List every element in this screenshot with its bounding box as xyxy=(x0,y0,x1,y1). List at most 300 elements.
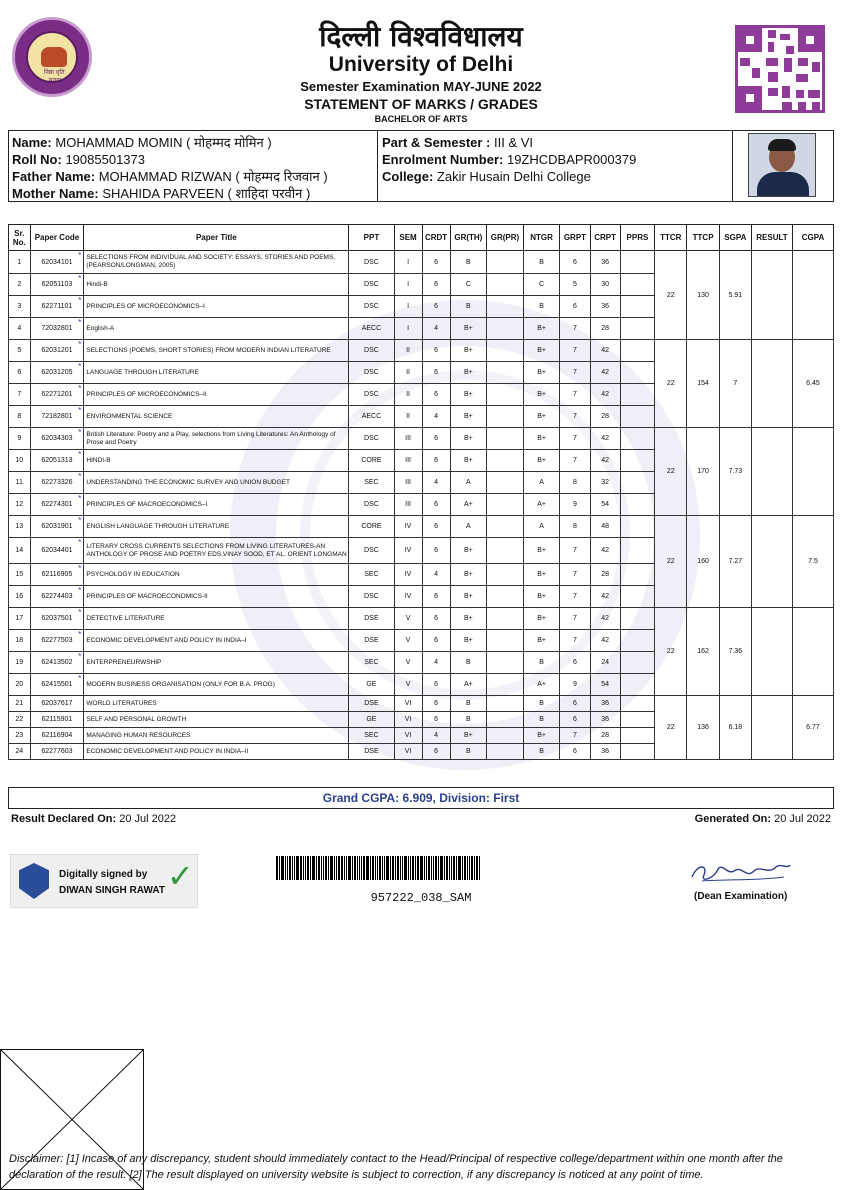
dean-label: (Dean Examination) xyxy=(694,891,788,902)
cell-pprs xyxy=(620,516,654,538)
cell-pprs xyxy=(620,340,654,362)
cell-sem: I xyxy=(394,318,422,340)
cell-grpr xyxy=(487,494,524,516)
cell-sem: III xyxy=(394,428,422,450)
cell-pprs xyxy=(620,428,654,450)
cell-ntgr: B+ xyxy=(523,564,560,586)
cell-sr: 20 xyxy=(9,674,31,696)
cell-crpt: 54 xyxy=(590,674,620,696)
cell-sem: IV xyxy=(394,538,422,564)
mother-name: SHAHIDA PARVEEN ( शाहिदा परवीन ) xyxy=(102,186,311,201)
cell-ntgr: B+ xyxy=(523,538,560,564)
cell-pprs xyxy=(620,728,654,744)
cell-grpt: 6 xyxy=(560,712,590,728)
cell-grpt: 7 xyxy=(560,564,590,586)
signed-by-label: Digitally signed by xyxy=(59,869,148,880)
cell-grpt: 7 xyxy=(560,406,590,428)
star-icon: * xyxy=(78,586,82,595)
star-icon: * xyxy=(78,652,82,661)
cell-ppt: SEC xyxy=(349,564,394,586)
cell-grpt: 5 xyxy=(560,274,590,296)
cell-sem: II xyxy=(394,340,422,362)
cell-title: LANGUAGE THROUGH LITERATURE xyxy=(84,362,349,384)
cell-result xyxy=(752,251,793,340)
cell-pprs xyxy=(620,318,654,340)
cell-grpt: 7 xyxy=(560,450,590,472)
cell-title: HINDI-B xyxy=(84,450,349,472)
university-logo: निष्ठा धृति: सत्यम् xyxy=(12,17,92,97)
cell-ttcr: 22 xyxy=(655,428,687,516)
cell-crdt: 6 xyxy=(422,538,450,564)
cell-title: ENGLISH LANGUAGE THROUGH LITERATURE xyxy=(84,516,349,538)
cell-crpt: 54 xyxy=(590,494,620,516)
cell-code: 62034101 * xyxy=(30,251,84,274)
cell-grth: C xyxy=(450,274,487,296)
cell-ppt: DSC xyxy=(349,274,394,296)
cell-cgpa: 7.5 xyxy=(792,516,833,608)
cell-title: ECONOMIC DEVELOPMENT AND POLICY IN INDIA–I xyxy=(84,630,349,652)
table-row xyxy=(9,340,834,362)
cell-sr: 1 xyxy=(9,251,31,274)
roll-line: Roll No: 19085501373 xyxy=(12,152,145,167)
cell-code: 62413502 * xyxy=(30,652,84,674)
cell-ppt: DSC xyxy=(349,296,394,318)
cell-crpt: 36 xyxy=(590,251,620,274)
cell-crpt: 30 xyxy=(590,274,620,296)
cell-grpr xyxy=(487,472,524,494)
star-icon: * xyxy=(78,538,82,547)
cell-title: DETECTIVE LITERATURE xyxy=(84,608,349,630)
cell-grth: B+ xyxy=(450,586,487,608)
cell-crdt: 6 xyxy=(422,744,450,760)
cell-title: PRINCIPLES OF MACROECONOMICS–I xyxy=(84,494,349,516)
cell-title: SELECTIONS FROM INDIVIDUAL AND SOCIETY: ESSAYS, STORIES AND POEMS, (PEARSON/LONGMAN, 2005) xyxy=(84,251,349,274)
generated-on: Generated On: 20 Jul 2022 xyxy=(694,813,831,825)
cell-cgpa: 6.45 xyxy=(792,340,833,428)
cell-sem: I xyxy=(394,251,422,274)
course-name: BACHELOR OF ARTS xyxy=(374,114,468,124)
cell-title: PRINCIPLES OF MICROECONOMICS–II xyxy=(84,384,349,406)
cell-ttcr: 22 xyxy=(655,696,687,760)
cell-crpt: 28 xyxy=(590,728,620,744)
cell-grpt: 6 xyxy=(560,296,590,318)
cell-pprs xyxy=(620,652,654,674)
star-icon: * xyxy=(78,296,82,305)
cell-crpt: 42 xyxy=(590,428,620,450)
cell-sr: 19 xyxy=(9,652,31,674)
star-icon: * xyxy=(78,472,82,481)
cell-sem: II xyxy=(394,406,422,428)
column-header: GRPT xyxy=(560,225,590,251)
cell-code: 62274403 * xyxy=(30,586,84,608)
cell-grpr xyxy=(487,630,524,652)
cell-grpt: 8 xyxy=(560,516,590,538)
cell-title: PRINCIPLES OF MACROECONOMICS-II xyxy=(84,586,349,608)
cell-grpt: 7 xyxy=(560,384,590,406)
cell-crpt: 32 xyxy=(590,472,620,494)
cell-sem: III xyxy=(394,472,422,494)
cell-sem: IV xyxy=(394,586,422,608)
cell-title: British Literature: Poetry and a Play, selections from Living Literatures: An Anthology of Prose and Poetry xyxy=(84,428,349,450)
cell-ppt: DSC xyxy=(349,538,394,564)
cell-crdt: 6 xyxy=(422,674,450,696)
star-icon: * xyxy=(78,608,82,617)
column-header: RESULT xyxy=(752,225,793,251)
enrol-line: Enrolment Number: 19ZHCDBAPR000379 xyxy=(382,152,637,167)
cell-crdt: 6 xyxy=(422,450,450,472)
cell-ppt: SEC xyxy=(349,472,394,494)
cell-code: 62034303 * xyxy=(30,428,84,450)
cell-ttcp: 170 xyxy=(687,428,719,516)
table-row xyxy=(9,608,834,630)
cell-grth: B+ xyxy=(450,362,487,384)
cell-ppt: DSE xyxy=(349,744,394,760)
cell-code: 62274301 * xyxy=(30,494,84,516)
cell-pprs xyxy=(620,406,654,428)
star-icon: * xyxy=(78,494,82,503)
cell-pprs xyxy=(620,586,654,608)
cell-grth: A xyxy=(450,516,487,538)
star-icon: * xyxy=(78,564,82,573)
marks-table xyxy=(8,224,834,760)
cell-ppt: DSC xyxy=(349,494,394,516)
cell-title: SELECTIONS (POEMS, SHORT STORIES) FROM MODERN INDIAN LITERATURE xyxy=(84,340,349,362)
student-name: MOHAMMAD MOMIN ( मोहम्मद मोमिन ) xyxy=(55,135,272,150)
cell-grpr xyxy=(487,586,524,608)
cell-code: 72032801 * xyxy=(30,318,84,340)
statement-title: STATEMENT OF MARKS / GRADES xyxy=(304,96,538,112)
cell-code: 62031901 * xyxy=(30,516,84,538)
cell-crdt: 6 xyxy=(422,428,450,450)
cell-ttcp: 136 xyxy=(687,696,719,760)
barcode-number: 957222_038_SAM xyxy=(370,891,472,905)
cell-pprs xyxy=(620,450,654,472)
cell-ppt: DSC xyxy=(349,428,394,450)
cell-crpt: 36 xyxy=(590,712,620,728)
cell-grpr xyxy=(487,251,524,274)
cell-ntgr: B+ xyxy=(523,630,560,652)
cell-grpr xyxy=(487,318,524,340)
cell-grth: B+ xyxy=(450,318,487,340)
cell-grpr xyxy=(487,744,524,760)
cell-crpt: 28 xyxy=(590,318,620,340)
cell-ntgr: B xyxy=(523,712,560,728)
cell-grpt: 7 xyxy=(560,728,590,744)
cell-ppt: DSC xyxy=(349,251,394,274)
cell-pprs xyxy=(620,494,654,516)
cell-code: 62031205 * xyxy=(30,362,84,384)
cell-sem: II xyxy=(394,362,422,384)
cell-grpr xyxy=(487,450,524,472)
cell-ntgr: A xyxy=(523,516,560,538)
column-header: PPRS xyxy=(620,225,654,251)
cell-ttcr: 22 xyxy=(655,608,687,696)
star-icon: * xyxy=(78,428,82,437)
cell-grpt: 6 xyxy=(560,652,590,674)
cell-ttcp: 162 xyxy=(687,608,719,696)
cell-ntgr: B+ xyxy=(523,384,560,406)
signer-name: DIWAN SINGH RAWAT xyxy=(59,885,165,896)
cell-crdt: 4 xyxy=(422,728,450,744)
cell-ppt: DSE xyxy=(349,608,394,630)
cell-pprs xyxy=(620,744,654,760)
cell-grth: B xyxy=(450,696,487,712)
cell-ppt: DSC xyxy=(349,340,394,362)
cell-crdt: 6 xyxy=(422,384,450,406)
cell-sem: IV xyxy=(394,516,422,538)
cell-pprs xyxy=(620,274,654,296)
cell-ntgr: B xyxy=(523,251,560,274)
cell-ntgr: B+ xyxy=(523,362,560,384)
cell-grpr xyxy=(487,728,524,744)
college-name: Zakir Husain Delhi College xyxy=(436,169,591,184)
cell-ntgr: B+ xyxy=(523,340,560,362)
cell-grth: B xyxy=(450,652,487,674)
cell-cgpa: 6.77 xyxy=(792,696,833,760)
cell-ntgr: C xyxy=(523,274,560,296)
cell-crpt: 48 xyxy=(590,516,620,538)
cell-sem: VI xyxy=(394,728,422,744)
cell-title: ENTERPRENEURWSHIP xyxy=(84,652,349,674)
column-header: SGPA xyxy=(719,225,751,251)
column-header: NTGR xyxy=(523,225,560,251)
cell-ppt: GE xyxy=(349,712,394,728)
star-icon: * xyxy=(78,450,82,459)
cell-crpt: 36 xyxy=(590,744,620,760)
cell-crdt: 6 xyxy=(422,340,450,362)
disclaimer-text: Disclaimer: [1] Incase of any discrepancy, student should immediately contact to the Head/Principal of respective college/department within one month after the declaration of the result. [2] The result displayed on university website is subject to correction, if any discrepancy is noticed at any point of time. xyxy=(9,1153,783,1181)
star-icon: * xyxy=(78,362,82,371)
cell-grpr xyxy=(487,384,524,406)
cell-grpr xyxy=(487,608,524,630)
column-header: CRDT xyxy=(422,225,450,251)
cell-grth: B+ xyxy=(450,538,487,564)
exam-title: Semester Examination MAY-JUNE 2022 xyxy=(300,79,542,94)
verified-badge-icon xyxy=(19,863,49,899)
cell-title: LITERARY CROSS CURRENTS SELECTIONS FROM LIVING LITERATURES-AN ANTHOLOGY OF PROSE AND POETRY EDS.VINAY SOOD, ET AL. ORIENT LONGMAN xyxy=(84,538,349,564)
cell-sem: VI xyxy=(394,744,422,760)
cell-title: WORLD LITERATURES xyxy=(84,696,349,712)
cell-code: 62271101 * xyxy=(30,296,84,318)
cell-sr: 6 xyxy=(9,362,31,384)
cell-sr: 15 xyxy=(9,564,31,586)
star-icon: * xyxy=(78,251,82,260)
cell-title: ENVIRONMENTAL SCIENCE xyxy=(84,406,349,428)
cell-ntgr: B xyxy=(523,296,560,318)
cell-title: English-A xyxy=(84,318,349,340)
cell-title: Hindi-B xyxy=(84,274,349,296)
cell-sr: 13 xyxy=(9,516,31,538)
cell-code: 62037501 * xyxy=(30,608,84,630)
cell-crpt: 42 xyxy=(590,630,620,652)
cell-crpt: 42 xyxy=(590,362,620,384)
cell-grpr xyxy=(487,406,524,428)
cell-ttcp: 130 xyxy=(687,251,719,340)
cell-grpr xyxy=(487,362,524,384)
cell-crdt: 6 xyxy=(422,516,450,538)
cell-crdt: 4 xyxy=(422,406,450,428)
cell-code: 62277503 * xyxy=(30,630,84,652)
cell-grpt: 8 xyxy=(560,472,590,494)
cell-crdt: 6 xyxy=(422,712,450,728)
cell-ntgr: A+ xyxy=(523,494,560,516)
cell-pprs xyxy=(620,538,654,564)
cell-sgpa: 7 xyxy=(719,340,751,428)
part-semester: III & VI xyxy=(494,135,534,150)
cell-sr: 17 xyxy=(9,608,31,630)
cell-crpt: 42 xyxy=(590,450,620,472)
cell-crdt: 6 xyxy=(422,251,450,274)
cell-grpr xyxy=(487,274,524,296)
cell-crpt: 28 xyxy=(590,406,620,428)
cell-sem: I xyxy=(394,274,422,296)
cell-ppt: DSE xyxy=(349,630,394,652)
cell-pprs xyxy=(620,362,654,384)
cell-grpt: 7 xyxy=(560,538,590,564)
star-icon: * xyxy=(78,674,82,683)
column-header: PPT xyxy=(349,225,394,251)
star-icon: * xyxy=(78,340,82,349)
roll-number: 19085501373 xyxy=(65,152,145,167)
cell-grpt: 6 xyxy=(560,696,590,712)
cell-title: UNDERSTANDING THE ECONOMIC SURVEY AND UNION BUDGET xyxy=(84,472,349,494)
cell-grth: A+ xyxy=(450,494,487,516)
cell-title: SELF AND PERSONAL GROWTH xyxy=(84,712,349,728)
cell-sr: 11 xyxy=(9,472,31,494)
cell-ttcp: 160 xyxy=(687,516,719,608)
column-header: GR(PR) xyxy=(487,225,524,251)
cell-grpr xyxy=(487,428,524,450)
cell-grpt: 7 xyxy=(560,362,590,384)
column-header: Paper Title xyxy=(84,225,349,251)
father-name: MOHAMMAD RIZWAN ( मोहम्मद रिजवान ) xyxy=(98,169,328,184)
cell-crdt: 6 xyxy=(422,630,450,652)
cell-grpt: 9 xyxy=(560,494,590,516)
cell-sr: 7 xyxy=(9,384,31,406)
cell-sr: 22 xyxy=(9,712,31,728)
cell-grth: B+ xyxy=(450,728,487,744)
cell-crdt: 4 xyxy=(422,472,450,494)
college-line: College: Zakir Husain Delhi College xyxy=(382,169,591,184)
father-line: Father Name: MOHAMMAD RIZWAN ( मोहम्मद रिजवान ) xyxy=(12,169,328,184)
cell-sr: 9 xyxy=(9,428,31,450)
cell-sem: IV xyxy=(394,564,422,586)
cell-grth: A xyxy=(450,472,487,494)
cell-code: 62277603 xyxy=(30,744,84,760)
cell-sr: 23 xyxy=(9,728,31,744)
cell-ntgr: A xyxy=(523,472,560,494)
cell-result xyxy=(752,428,793,516)
star-icon: * xyxy=(78,406,82,415)
grand-cgpa: Grand CGPA: 6.909, Division: First xyxy=(8,787,834,809)
cell-result xyxy=(752,340,793,428)
cell-code: 62031201 * xyxy=(30,340,84,362)
cell-sr: 14 xyxy=(9,538,31,564)
star-icon: * xyxy=(78,274,82,283)
cell-sem: VI xyxy=(394,712,422,728)
cell-grpt: 7 xyxy=(560,586,590,608)
cell-ppt: AECC xyxy=(349,318,394,340)
cell-pprs xyxy=(620,696,654,712)
cell-ppt: SEC xyxy=(349,728,394,744)
cell-ntgr: B xyxy=(523,696,560,712)
column-header: SEM xyxy=(394,225,422,251)
column-header: TTCR xyxy=(655,225,687,251)
cell-ntgr: B+ xyxy=(523,428,560,450)
cell-ntgr: B+ xyxy=(523,450,560,472)
table-row xyxy=(9,251,834,274)
cell-grth: B+ xyxy=(450,630,487,652)
dean-signature xyxy=(684,857,794,887)
student-name-line: Name: MOHAMMAD MOMIN ( मोहम्मद मोमिन ) xyxy=(12,135,272,150)
cell-crpt: 42 xyxy=(590,384,620,406)
cell-pprs xyxy=(620,472,654,494)
checkmark-icon: ✓ xyxy=(167,857,194,895)
cell-ttcr: 22 xyxy=(655,516,687,608)
cell-title: PSYCHOLOGY IN EDUCATION xyxy=(84,564,349,586)
cell-grth: B+ xyxy=(450,608,487,630)
cell-sr: 8 xyxy=(9,406,31,428)
cell-cgpa xyxy=(792,251,833,340)
cell-crdt: 6 xyxy=(422,608,450,630)
cell-crpt: 42 xyxy=(590,340,620,362)
cell-ntgr: B+ xyxy=(523,318,560,340)
cell-result xyxy=(752,608,793,696)
hindi-university-name: दिल्ली विश्वविधालय xyxy=(319,20,523,53)
cell-pprs xyxy=(620,251,654,274)
cell-grpt: 7 xyxy=(560,608,590,630)
cell-grpt: 6 xyxy=(560,251,590,274)
student-info-box xyxy=(8,130,834,202)
cell-ttcp: 154 xyxy=(687,340,719,428)
cell-grpr xyxy=(487,516,524,538)
cell-crpt: 42 xyxy=(590,538,620,564)
cell-crdt: 6 xyxy=(422,696,450,712)
cell-ppt: DSC xyxy=(349,384,394,406)
cell-sr: 10 xyxy=(9,450,31,472)
cell-grth: B+ xyxy=(450,564,487,586)
cell-crdt: 6 xyxy=(422,362,450,384)
cell-grpt: 7 xyxy=(560,630,590,652)
cell-crdt: 4 xyxy=(422,564,450,586)
star-icon: * xyxy=(78,630,82,639)
cell-sem: V xyxy=(394,652,422,674)
cell-ntgr: A+ xyxy=(523,674,560,696)
cell-ntgr: B+ xyxy=(523,728,560,744)
cell-grth: B xyxy=(450,251,487,274)
cell-pprs xyxy=(620,608,654,630)
cell-grth: B+ xyxy=(450,406,487,428)
star-icon: * xyxy=(78,516,82,525)
cell-crdt: 4 xyxy=(422,318,450,340)
cell-grth: A+ xyxy=(450,674,487,696)
cell-ntgr: B+ xyxy=(523,586,560,608)
cell-result xyxy=(752,696,793,760)
cell-grth: B xyxy=(450,712,487,728)
digital-signature-box xyxy=(10,854,198,908)
cell-pprs xyxy=(620,712,654,728)
cell-code: 62271201 * xyxy=(30,384,84,406)
cell-crpt: 28 xyxy=(590,564,620,586)
cell-cgpa xyxy=(792,608,833,696)
table-row xyxy=(9,516,834,538)
cell-sgpa: 7.36 xyxy=(719,608,751,696)
column-header: GR(TH) xyxy=(450,225,487,251)
cell-crdt: 6 xyxy=(422,494,450,516)
cell-grth: B xyxy=(450,744,487,760)
cell-code: 62116904 xyxy=(30,728,84,744)
cell-title: PRINCIPLES OF MICROECONOMICS–I xyxy=(84,296,349,318)
